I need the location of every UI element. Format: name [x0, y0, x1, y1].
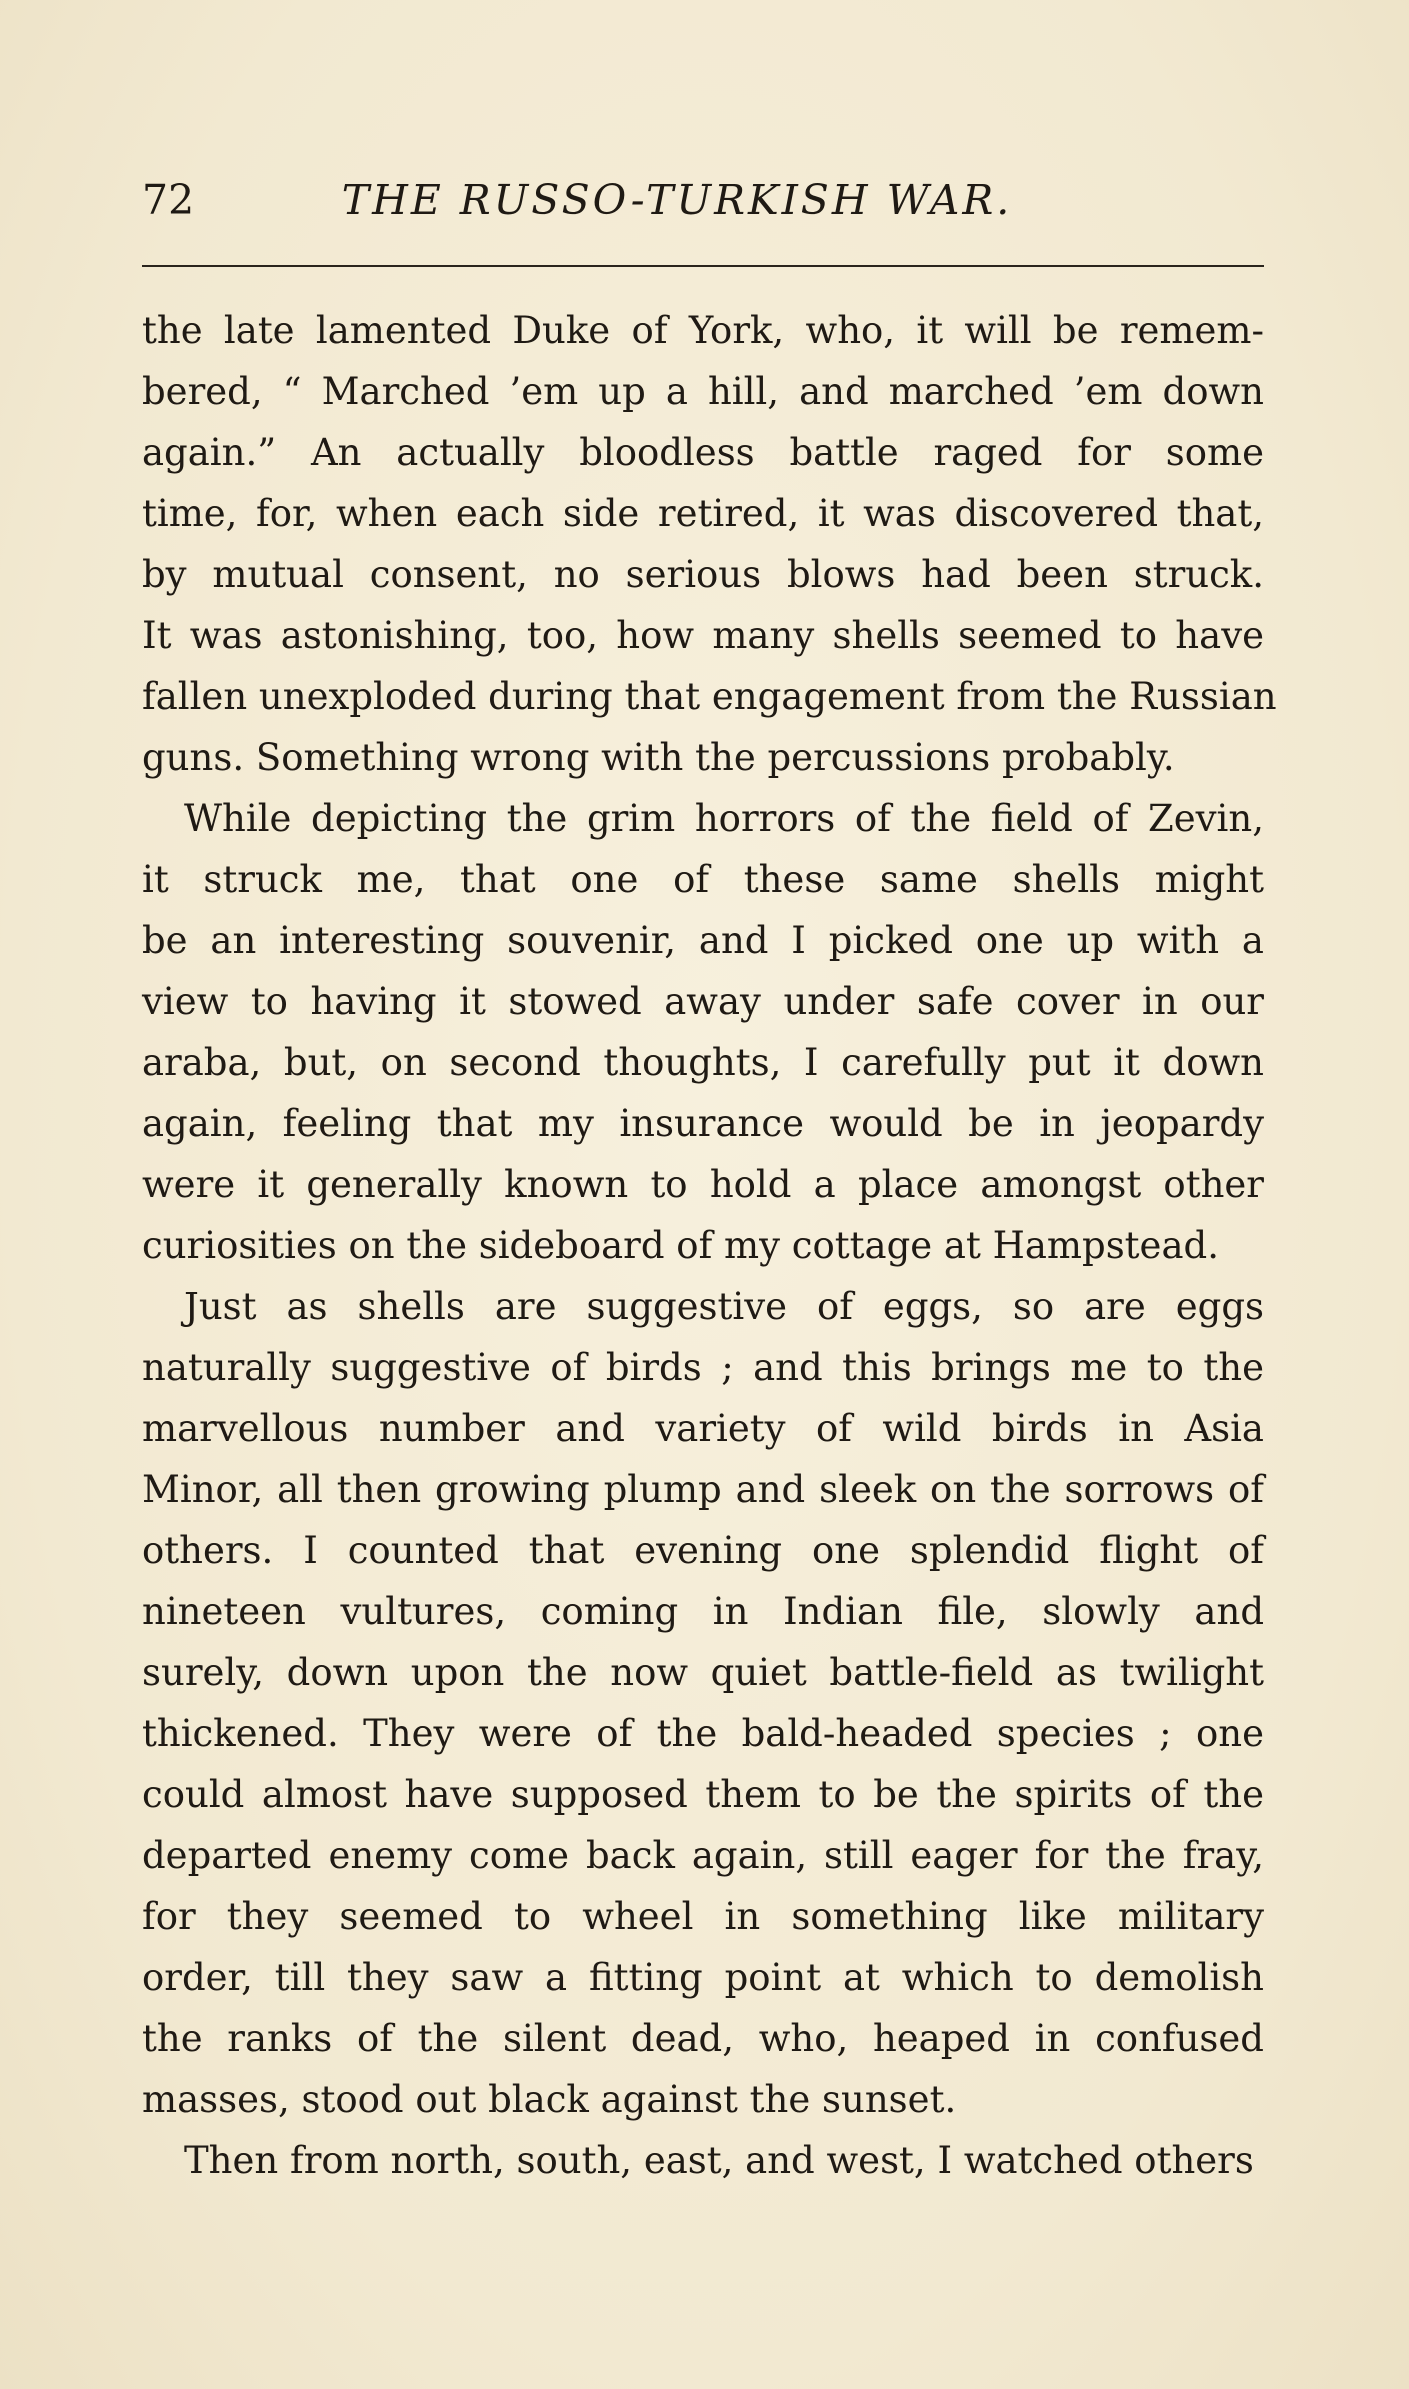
- body-text: [142, 300, 1277, 2191]
- text-line: order, till they saw a fitting point at which to demolish: [142, 1956, 1264, 1999]
- text-line: masses, stood out black against the sunset.: [142, 2078, 957, 2121]
- header-rule: [142, 265, 1264, 267]
- text-line: by mutual consent, no serious blows had been struck.: [142, 553, 1264, 596]
- running-title: THE RUSSO-TURKISH WAR.: [341, 176, 1013, 224]
- text-line: it struck me, that one of these same shells might: [142, 858, 1264, 901]
- text-line: It was astonishing, too, how many shells seemed to have: [142, 614, 1264, 657]
- text-line: While depicting the grim horrors of the field of Zevin,: [184, 797, 1264, 840]
- paragraph: [142, 300, 1277, 788]
- text-line: araba, but, on second thoughts, I carefully put it down: [142, 1041, 1264, 1084]
- page-header: [142, 170, 1262, 230]
- text-line: naturally suggestive of birds ; and this brings me to the: [142, 1346, 1264, 1389]
- text-line: fallen unexploded during that engagement from the Russian: [142, 675, 1277, 718]
- text-line: marvellous number and variety of wild birds in Asia: [142, 1407, 1264, 1450]
- text-line: nineteen vultures, coming in Indian file, slowly and: [142, 1590, 1264, 1633]
- text-line: the late lamented Duke of York, who, it will be remem-: [142, 309, 1264, 352]
- text-line: again.” An actually bloodless battle raged for some: [142, 431, 1264, 474]
- text-line: were it generally known to hold a place amongst other: [142, 1163, 1264, 1206]
- paragraph: [142, 788, 1264, 1276]
- text-line: surely, down upon the now quiet battle-field as twilight: [142, 1651, 1264, 1694]
- text-line: Just as shells are suggestive of eggs, so are eggs: [184, 1285, 1264, 1328]
- text-line: guns. Something wrong with the percussions probably.: [142, 736, 1175, 779]
- page-number: 72: [142, 176, 195, 224]
- text-line: for they seemed to wheel in something like military: [142, 1895, 1264, 1938]
- text-line: could almost have supposed them to be the spirits of the: [142, 1773, 1264, 1816]
- text-line: curiosities on the sideboard of my cottage at Hampstead.: [142, 1224, 1219, 1267]
- text-line: thickened. They were of the bald-headed species ; one: [142, 1712, 1264, 1755]
- paragraph: [142, 1276, 1264, 2130]
- text-line: again, feeling that my insurance would be in jeopardy: [142, 1102, 1264, 1145]
- text-line: Then from north, south, east, and west, I watched others: [184, 2139, 1254, 2182]
- text-line: be an interesting souvenir, and I picked one up with a: [142, 919, 1264, 962]
- text-line: view to having it stowed away under safe cover in our: [142, 980, 1264, 1023]
- text-line: bered, “ Marched ’em up a hill, and marched ’em down: [142, 370, 1264, 413]
- text-line: others. I counted that evening one splendid flight of: [142, 1529, 1264, 1572]
- text-line: Minor, all then growing plump and sleek on the sorrows of: [142, 1468, 1264, 1511]
- text-line: the ranks of the silent dead, who, heaped in confused: [142, 2017, 1264, 2060]
- text-line: time, for, when each side retired, it was discovered that,: [142, 492, 1264, 535]
- text-line: departed enemy come back again, still eager for the fray,: [142, 1834, 1264, 1877]
- paragraph: [142, 2130, 1264, 2191]
